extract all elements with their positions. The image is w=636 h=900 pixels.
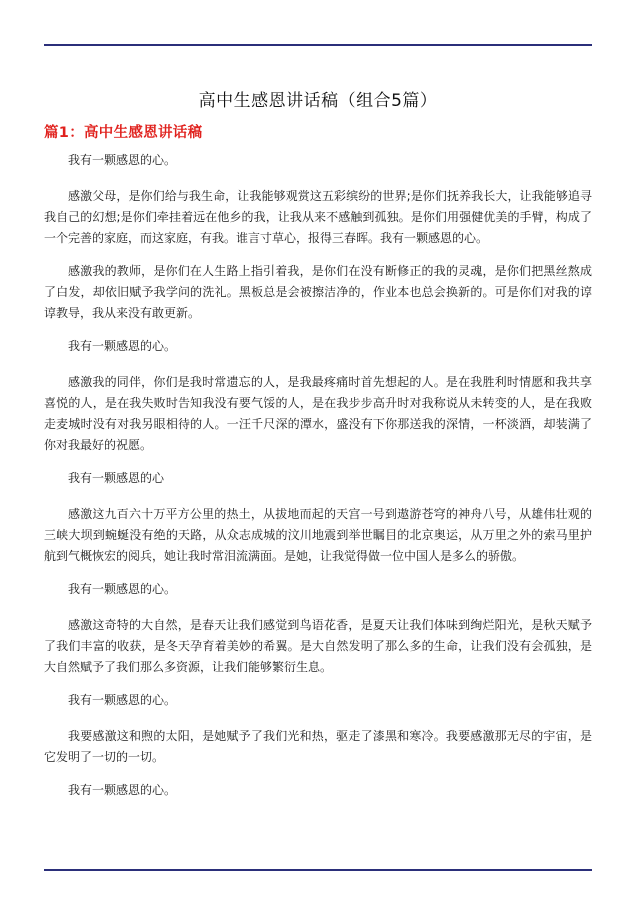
- footer-rule: [44, 869, 592, 871]
- paragraph: 感激这九百六十万平方公里的热土，从拔地而起的天宫一号到遨游苍穹的神舟八号，从雄伟壮观的三峡大坝到蜿蜒没有绝的天路，从众志成城的汶川地震到举世瞩目的北京奥运，从万里之外的索马里护航到气概恢宏的阅兵，她让我时常泪流满面。是她，让我觉得做一位中国人是多么的骄傲。: [44, 507, 592, 563]
- paragraph: 感激我的教师，是你们在人生路上指引着我，是你们在没有断修正的我的灵魂，是你们把黑丝熬成了白发，却依旧赋予我学问的洗礼。黑板总是会被擦洁净的，作业本也总会换新的。可是你们对我的谆谆教导，我从来没有敢更新。: [44, 264, 592, 320]
- paragraph: 我有一颗感恩的心。: [68, 693, 177, 707]
- paragraph: 我有一颗感恩的心: [68, 471, 165, 485]
- paragraph: 感激父母，是你们给与我生命，让我能够观赏这五彩缤纷的世界;是你们抚养我长大，让我能够追寻我自己的幻想;是你们牵挂着远在他乡的我，让我从来不感触到孤独。是你们用强健优美的手臂，构成了一个完善的家庭，而这家庭，有我。谁言寸草心，报得三春晖。我有一颗感恩的心。: [44, 189, 592, 245]
- paragraph: 我有一颗感恩的心。: [68, 339, 177, 353]
- header-rule: [44, 44, 592, 46]
- paragraph: 感激我的同伴，你们是我时常遗忘的人，是我最疼痛时首先想起的人。是在我胜利时情愿和我共享喜悦的人，是在我失败时告知我没有要气馁的人，是在我步步高升时对我称说从未转变的人，是在我败走麦城时没有对我另眼相待的人。一汪千尺深的潭水，盛没有下你那送我的深情，一杯淡酒，却装满了你对我最好的祝愿。: [44, 375, 592, 452]
- paragraph: 我有一颗感恩的心。: [68, 783, 177, 797]
- paragraph: 我有一颗感恩的心。: [68, 582, 177, 596]
- body-text: [44, 150, 592, 816]
- paragraph: 我要感激这和煦的太阳，是她赋予了我们光和热，驱走了漆黑和寒冷。我要感激那无尽的宇宙，是它发明了一切的一切。: [44, 729, 592, 764]
- document-title: 高中生感恩讲话稿（组合5篇）: [198, 91, 438, 111]
- section-heading: 篇1：高中生感恩讲话稿: [44, 125, 203, 141]
- paragraph: 我有一颗感恩的心。: [68, 153, 177, 167]
- paragraph: 感激这奇特的大自然，是春天让我们感觉到鸟语花香，是夏天让我们体味到绚烂阳光，是秋天赋予了我们丰富的收获，是冬天孕育着美妙的希翼。是大自然发明了那么多的生命，让我们没有会孤独，是大自然赋予了我们那么多资源，让我们能够繁衍生息。: [44, 618, 592, 674]
